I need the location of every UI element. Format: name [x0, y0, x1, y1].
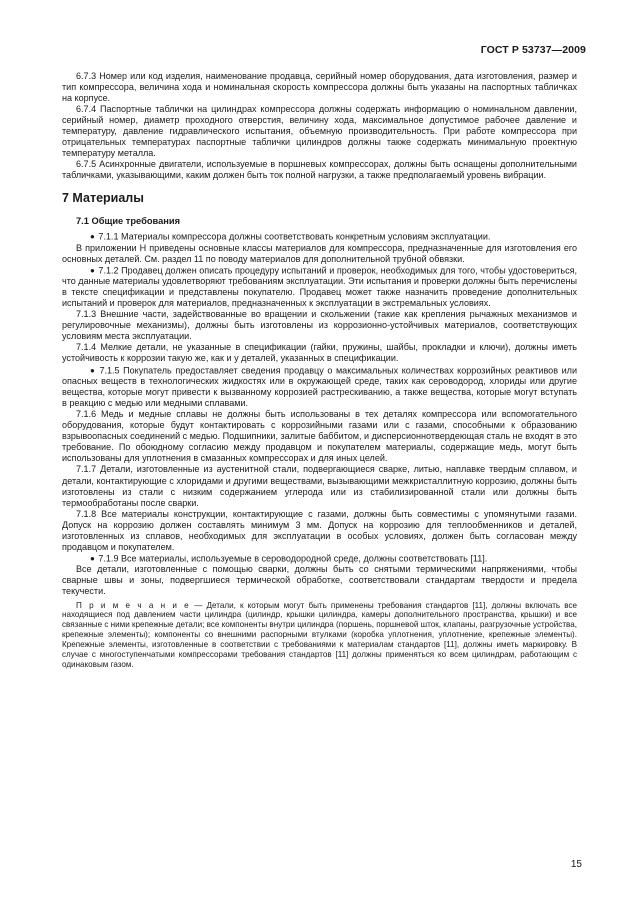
bulleted-paragraph: [62, 231, 577, 243]
subsection-heading: 7.1 Общие требования: [76, 216, 181, 227]
paragraph: 7.1.6 Медь и медные сплавы не должны быть использованы в тех деталях компрессора или вспомогательного оборудования, которые будут контактировать с коррозийными газами или с газами, способными к образованию взрывоопасных соединений с медью. Подшипники, залитые баббитом, и дисперсионнотвердеющая сталь не входят в это требование. По обоюдному согласию между продавцом и покупателем материалы, содержащие медь, могут быть использованы для уплотнения в смазанных компрессорах и для иных целей.: [62, 409, 577, 464]
paragraph: 7.1.8 Все материалы конструкции, контактирующие с газами, должны быть совместимы с упомянутыми газами. Допуск на коррозию должен составлять минимум 3 мм. Допуск на коррозию для теплообменников и деталей, изготовленных из сплавов, необходимых для эксплуатации в особых условиях, должен быть согласован между продавцом и покупателем.: [62, 508, 577, 552]
paragraph: В приложении Н приведены основные классы материалов для компрессора, предназначенные для изготовления его основных деталей. См. раздел 11 по поводу материалов для дополнительной трубной обвязки.: [62, 242, 577, 264]
paragraph: Все детали, изготовленные с помощью сварки, должны быть со снятыми термическими напряжениями, чтобы сварные швы и зоны, подвергшиеся термической обработке, соответствовали стандартам твердости и предела текучести.: [62, 564, 577, 597]
standard-header: ГОСТ Р 53737—2009: [480, 44, 586, 56]
bullet-dot-icon: ●: [90, 231, 95, 241]
bullet-dot-icon: ●: [90, 365, 95, 375]
paragraph-text: 7.1.9 Все материалы, используемые в сероводородной среде, должны соответствовать [11].: [98, 553, 488, 564]
paragraph-text: 7.1.2 Продавец должен описать процедуру испытаний и проверок, необходимых для того, чтобы удостовериться, что данные материалы удовлетворяют требованиям эксплуатации. Эти испытания и проверки должны быть перечислены в тексте спецификации и представлены покупателю. Продавец может также назначить проведение дополнительных испытаний и проверок для материалов, предназначенных к эксплуатации в экстремальных условиях.: [62, 265, 578, 309]
document-body: [62, 71, 577, 670]
bullet-dot-icon: ●: [90, 265, 95, 275]
bulleted-paragraph: [62, 265, 577, 310]
paragraph: 6.7.4 Паспортные таблички на цилиндрах компрессора должны содержать информацию о номинальном давлении, серийный номер, диаметр проходного отверстия, величину хода, максимальное допустимое рабочее давление и температуру, давление гидравлического испытания, объемную производительность. При работе компрессора при отрицательных температурах паспортные таблички цилиндров должны также содержать минимальную проектную температуру металла.: [62, 104, 577, 159]
paragraph-text: 7.1.5 Покупатель предоставляет сведения продавцу о максимальных количествах коррозийных реактивов или опасных веществ в технологических жидкостях или в окружающей среде, таких как сероводород, хлориды или другие вещества, которые могут привести к вызванному коррозией растрескиванию, а также вещества, которые могут вступать в реакцию с медью или медными сплавами.: [62, 365, 577, 409]
paragraph: 7.1.3 Внешние части, задействованные во вращении и скольжении (такие как крепления рычажных механизмов и регулировочные механизмы), должны быть изготовлены из коррозионно-устойчивых материалов, соответствующих условиям места эксплуатации.: [62, 309, 577, 342]
bulleted-paragraph: [62, 365, 577, 410]
page-number: 15: [570, 859, 582, 870]
paragraph: 7.1.7 Детали, изготовленные из аустенитной стали, подвергающиеся сварке, литью, наплавке твердым сплавом, и детали, контактирующие с хлоридами и другими веществами, вызывающими межкристаллитную коррозию, должны быть изготовлены из стали с низким содержанием углерода или из стабилизированной стали или должны быть термообработаны после сварки.: [62, 464, 577, 508]
bulleted-paragraph: [62, 553, 577, 565]
section-heading: 7 Материалы: [62, 191, 144, 206]
paragraph-text: 7.1.1 Материалы компрессора должны соответствовать конкретным условиям эксплуатации.: [98, 231, 491, 242]
note-label: П р и м е ч а н и е: [76, 600, 191, 610]
bullet-dot-icon: ●: [90, 553, 95, 563]
paragraph: 6.7.3 Номер или код изделия, наименование продавца, серийный номер оборудования, дата изготовления, размер и тип компрессора, величина хода и номинальная скорость компрессора должны быть указаны на паспортных табличках на корпусе.: [62, 71, 577, 104]
note-text: — Детали, к которым могут быть применены требования стандартов [11], должны включать все находящиеся под давлением части цилиндра (цилиндр, крышки цилиндра, камеры дополнительного пространства, крышки) и все связанные с ними крепежные детали; все компоненты внутри цилиндра (поршень, поршневой шток, клапаны, разгрузочные устройства, крепежные элементы); компоненты со внешними распорными втулками (коробка уплотнения, уплотнение, крепежные элементы). Крепежные элементы, изготовленные в соответствии с требованиями к материалам стандартов [11], должны иметь маркировку. В случае с многоступенчатыми компрессорами требования стандартов [11] должны применяться ко всем цилиндрам, работающим с одинаковым газом.: [62, 600, 577, 669]
note-paragraph: [62, 601, 577, 670]
paragraph: 7.1.4 Мелкие детали, не указанные в спецификации (гайки, пружины, шайбы, прокладки и ключи), должны иметь устойчивость к коррозии такую же, как и у деталей, указанных в спецификации.: [62, 342, 577, 364]
paragraph: 6.7.5 Асинхронные двигатели, используемые в поршневых компрессорах, должны быть оснащены дополнительными табличками, указывающими, каким должен быть ток полной нагрузки, а также предполагаемый уровень вибрации.: [62, 159, 577, 181]
